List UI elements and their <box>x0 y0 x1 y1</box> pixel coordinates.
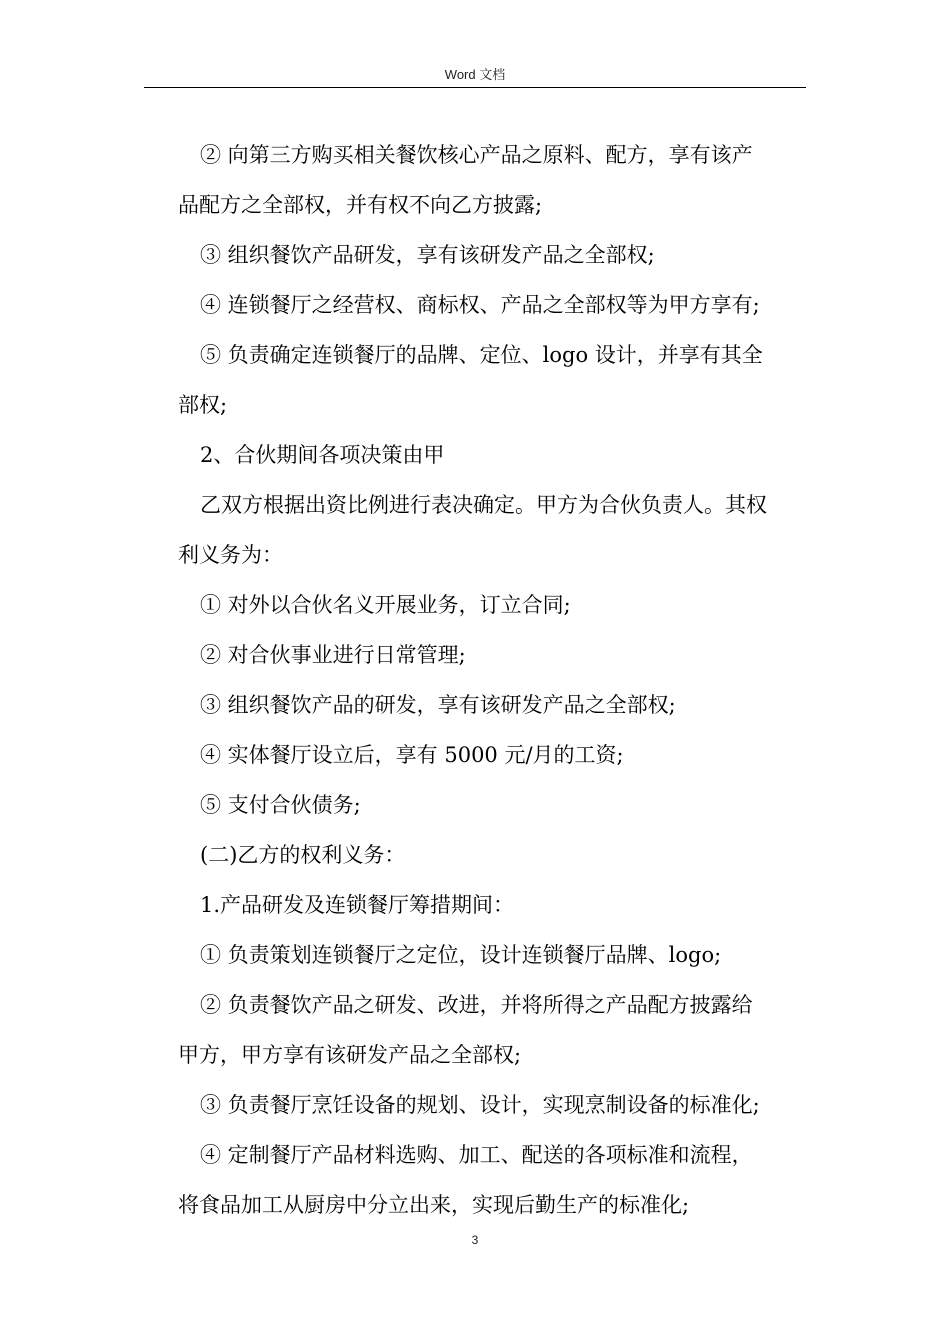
paragraph-line: 1.产品研发及连锁餐厅筹措期间： <box>200 893 515 917</box>
paragraph-line: ⑤ 支付合伙债务; <box>200 793 361 817</box>
paragraph-line: 部权; <box>178 393 228 417</box>
paragraph-line: ② 向第三方购买相关餐饮核心产品之原料、配方，享有该产 <box>200 143 753 167</box>
header-divider <box>144 87 806 88</box>
paragraph-line: ③ 组织餐饮产品的研发，享有该研发产品之全部权; <box>200 693 676 717</box>
document-header: Word 文档 <box>444 67 506 82</box>
paragraph-line: 将食品加工从厨房中分立出来，实现后勤生产的标准化; <box>178 1193 690 1217</box>
paragraph-line: 品配方之全部权，并有权不向乙方披露; <box>178 193 543 217</box>
paragraph-line: ② 负责餐饮产品之研发、改进，并将所得之产品配方披露给 <box>200 993 753 1017</box>
paragraph-line: ③ 负责餐厅烹饪设备的规划、设计，实现烹制设备的标准化; <box>200 1093 760 1117</box>
paragraph-line: 2、合伙期间各项决策由甲 <box>200 443 445 467</box>
document-body <box>178 130 808 1230</box>
paragraph-line: ② 对合伙事业进行日常管理; <box>200 643 466 667</box>
paragraph-line: ① 负责策划连锁餐厅之定位，设计连锁餐厅品牌、logo; <box>200 943 722 967</box>
paragraph-line: ⑤ 负责确定连锁餐厅的品牌、定位、logo 设计，并享有其全 <box>200 343 763 367</box>
paragraph-line: 甲方，甲方享有该研发产品之全部权; <box>178 1043 522 1067</box>
paragraph-line: ④ 实体餐厅设立后，享有 5000 元/月的工资; <box>200 743 624 767</box>
paragraph-line: (二)乙方的权利义务： <box>200 843 406 867</box>
paragraph-line: ④ 连锁餐厅之经营权、商标权、产品之全部权等为甲方享有; <box>200 293 760 317</box>
paragraph-line: ④ 定制餐厅产品材料选购、加工、配送的各项标准和流程， <box>200 1143 753 1167</box>
page-number: 3 <box>471 1233 479 1247</box>
paragraph-line: ① 对外以合伙名义开展业务，订立合同; <box>200 593 571 617</box>
paragraph-line: 利义务为： <box>178 543 283 567</box>
paragraph-line: ③ 组织餐饮产品研发，享有该研发产品之全部权; <box>200 243 655 267</box>
paragraph-line: 乙双方根据出资比例进行表决确定。甲方为合伙负责人。其权 <box>200 493 767 517</box>
